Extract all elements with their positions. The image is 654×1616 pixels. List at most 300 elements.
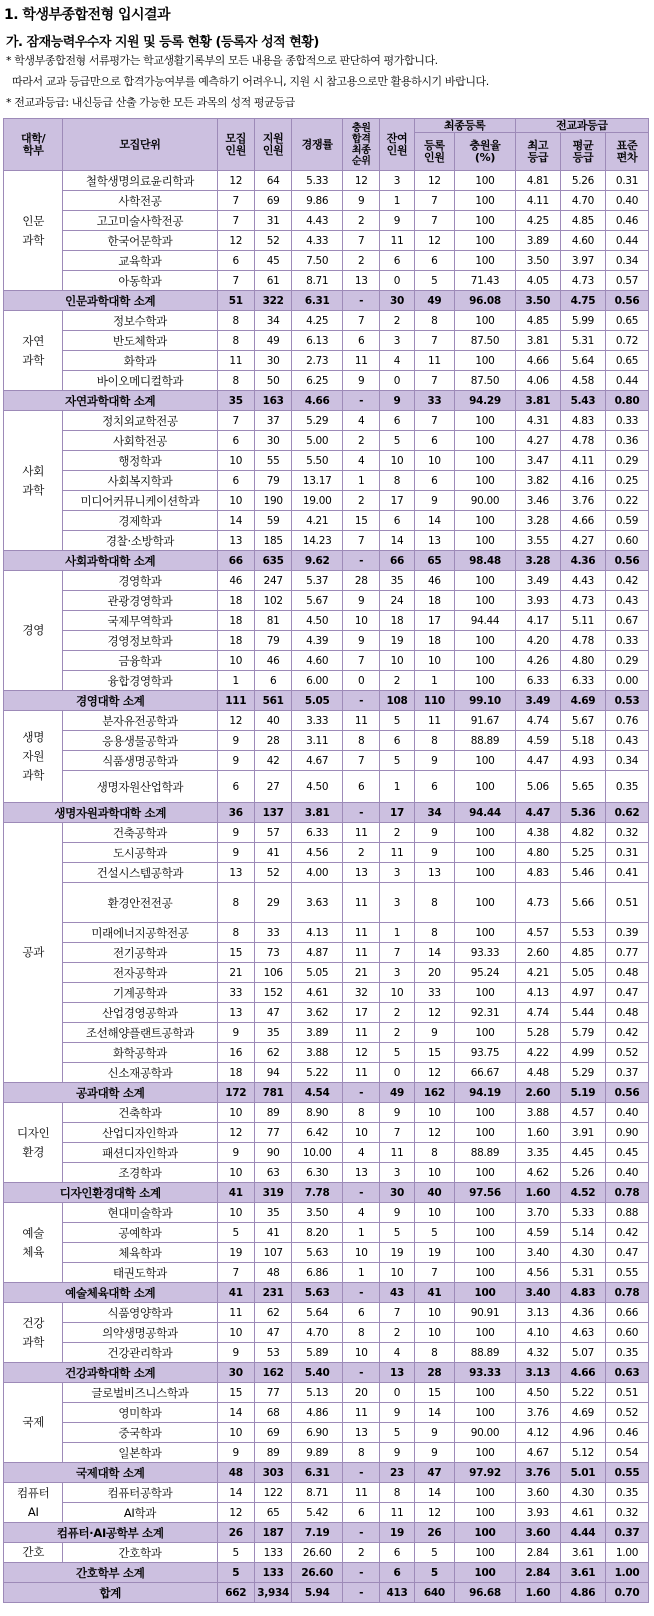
waitlist-cell: 2 (342, 251, 379, 271)
unit-cell: 화학과 (63, 351, 217, 371)
quota-cell: 12 (217, 1503, 254, 1523)
sd-cell: 0.44 (606, 231, 649, 251)
ratio-cell: 5.89 (292, 1343, 343, 1363)
sd-cell: 0.88 (606, 1203, 649, 1223)
sd-cell: 0.46 (606, 1423, 649, 1443)
ratio-cell: 9.89 (292, 1443, 343, 1463)
best-grade-cell: 4.74 (515, 711, 560, 731)
fill-rate-cell: 100 (455, 923, 516, 943)
table-row (4, 1383, 649, 1403)
avg-grade-cell: 5.22 (560, 1383, 605, 1403)
quota-cell: 8 (217, 923, 254, 943)
applicants-cell: 94 (254, 1063, 291, 1083)
college-cell: 자연 과학 (4, 311, 63, 391)
avg-grade-cell: 4.97 (560, 983, 605, 1003)
remaining-cell: 30 (380, 291, 414, 311)
table-row (4, 271, 649, 291)
quota-cell: 8 (217, 883, 254, 923)
unit-cell: 컴퓨터공학과 (63, 1483, 217, 1503)
ratio-cell: 4.13 (292, 923, 343, 943)
avg-grade-cell: 4.96 (560, 1423, 605, 1443)
fill-rate-cell: 95.24 (455, 963, 516, 983)
quota-cell: 13 (217, 863, 254, 883)
subtotal-row (4, 1523, 649, 1543)
sd-cell: 0.47 (606, 983, 649, 1003)
registered-cell: 5 (414, 1543, 455, 1563)
quota-cell: 9 (217, 731, 254, 751)
applicants-cell: 41 (254, 1223, 291, 1243)
fill-rate-cell: 100 (455, 1323, 516, 1343)
quota-cell: 18 (217, 591, 254, 611)
subtotal-row (4, 1563, 649, 1583)
ratio-cell: 5.42 (292, 1503, 343, 1523)
table-row (4, 823, 649, 843)
college-cell: 생명 자원 과학 (4, 711, 63, 803)
avg-grade-cell: 5.26 (560, 171, 605, 191)
best-grade-cell: 4.25 (515, 211, 560, 231)
fill-rate-cell: 100 (455, 311, 516, 331)
ratio-cell: 6.33 (292, 823, 343, 843)
quota-cell: 9 (217, 1143, 254, 1163)
applicants-cell: 65 (254, 1503, 291, 1523)
sd-cell: 0.25 (606, 471, 649, 491)
waitlist-cell: 7 (342, 311, 379, 331)
unit-cell: 조선해양플랜트공학과 (63, 1023, 217, 1043)
applicants-cell: 59 (254, 511, 291, 531)
applicants-cell: 30 (254, 351, 291, 371)
remaining-cell: 6 (380, 1563, 414, 1583)
registered-cell: 7 (414, 371, 455, 391)
avg-grade-cell: 5.64 (560, 351, 605, 371)
ratio-cell: 13.17 (292, 471, 343, 491)
table-row (4, 351, 649, 371)
quota-cell: 10 (217, 1203, 254, 1223)
ratio-cell: 6.86 (292, 1263, 343, 1283)
header-waitlist: 충원 합격 최종 순위 (342, 119, 379, 171)
waitlist-cell: - (342, 551, 379, 571)
ratio-cell: 5.50 (292, 451, 343, 471)
quota-cell: 9 (217, 823, 254, 843)
sd-cell: 0.67 (606, 611, 649, 631)
fill-rate-cell: 88.89 (455, 1143, 516, 1163)
fill-rate-cell: 100 (455, 631, 516, 651)
avg-grade-cell: 4.83 (560, 411, 605, 431)
fill-rate-cell: 100 (455, 1023, 516, 1043)
registered-cell: 10 (414, 651, 455, 671)
subtotal-label: 간호학부 소계 (4, 1563, 218, 1583)
remaining-cell: 108 (380, 691, 414, 711)
applicants-cell: 57 (254, 823, 291, 843)
remaining-cell: 0 (380, 1383, 414, 1403)
remaining-cell: 5 (380, 431, 414, 451)
applicants-cell: 162 (254, 1363, 291, 1383)
avg-grade-cell: 4.44 (560, 1523, 605, 1543)
remaining-cell: 2 (380, 1003, 414, 1023)
best-grade-cell: 3.60 (515, 1523, 560, 1543)
registered-cell: 8 (414, 923, 455, 943)
avg-grade-cell: 4.85 (560, 211, 605, 231)
fill-rate-cell: 100 (455, 1383, 516, 1403)
fill-rate-cell: 100 (455, 1263, 516, 1283)
registered-cell: 7 (414, 211, 455, 231)
best-grade-cell: 3.13 (515, 1303, 560, 1323)
applicants-cell: 41 (254, 843, 291, 863)
unit-cell: 고고미술사학전공 (63, 211, 217, 231)
waitlist-cell: 11 (342, 711, 379, 731)
registered-cell: 7 (414, 411, 455, 431)
applicants-cell: 73 (254, 943, 291, 963)
remaining-cell: 2 (380, 311, 414, 331)
waitlist-cell: 11 (342, 1063, 379, 1083)
registered-cell: 28 (414, 1363, 455, 1383)
applicants-cell: 137 (254, 803, 291, 823)
note-line: * 학생부종합전형 서류평가는 학교생활기록부의 모든 내용을 종합적으로 판단하여 평가합니다. (6, 54, 438, 67)
registered-cell: 10 (414, 1323, 455, 1343)
avg-grade-cell: 4.63 (560, 1323, 605, 1343)
best-grade-cell: 4.06 (515, 371, 560, 391)
fill-rate-cell: 100 (455, 843, 516, 863)
remaining-cell: 6 (380, 511, 414, 531)
table-row (4, 1543, 649, 1563)
quota-cell: 172 (217, 1083, 254, 1103)
subtotal-label: 경영대학 소계 (4, 691, 218, 711)
best-grade-cell: 3.49 (515, 691, 560, 711)
remaining-cell: 7 (380, 1123, 414, 1143)
sd-cell: 0.29 (606, 451, 649, 471)
registered-cell: 640 (414, 1583, 455, 1603)
sd-cell: 0.45 (606, 1143, 649, 1163)
waitlist-cell: 10 (342, 1243, 379, 1263)
applicants-cell: 53 (254, 1343, 291, 1363)
fill-rate-cell: 91.67 (455, 711, 516, 731)
waitlist-cell: 12 (342, 171, 379, 191)
best-grade-cell: 3.93 (515, 1503, 560, 1523)
remaining-cell: 3 (380, 1163, 414, 1183)
registered-cell: 47 (414, 1463, 455, 1483)
table-row (4, 1023, 649, 1043)
unit-cell: 중국학과 (63, 1423, 217, 1443)
avg-grade-cell: 5.67 (560, 711, 605, 731)
applicants-cell: 90 (254, 1143, 291, 1163)
table-body (4, 171, 649, 1603)
quota-cell: 66 (217, 551, 254, 571)
waitlist-cell: 10 (342, 1343, 379, 1363)
waitlist-cell: 4 (342, 1143, 379, 1163)
best-grade-cell: 4.05 (515, 271, 560, 291)
sd-cell: 0.33 (606, 631, 649, 651)
sd-cell: 0.46 (606, 211, 649, 231)
quota-cell: 9 (217, 751, 254, 771)
avg-grade-cell: 5.36 (560, 803, 605, 823)
registered-cell: 10 (414, 1303, 455, 1323)
waitlist-cell: 11 (342, 1403, 379, 1423)
table-row (4, 531, 649, 551)
fill-rate-cell: 100 (455, 883, 516, 923)
best-grade-cell: 4.12 (515, 1423, 560, 1443)
registered-cell: 5 (414, 271, 455, 291)
ratio-cell: 5.22 (292, 1063, 343, 1083)
table-row (4, 983, 649, 1003)
avg-grade-cell: 4.60 (560, 231, 605, 251)
registered-cell: 9 (414, 1023, 455, 1043)
table-row (4, 491, 649, 511)
unit-cell: 도시공학과 (63, 843, 217, 863)
quota-cell: 10 (217, 651, 254, 671)
table-row (4, 1483, 649, 1503)
quota-cell: 6 (217, 471, 254, 491)
ratio-cell: 4.60 (292, 651, 343, 671)
subtotal-row (4, 291, 649, 311)
best-grade-cell: 3.35 (515, 1143, 560, 1163)
sd-cell: 0.52 (606, 1403, 649, 1423)
unit-cell: 공예학과 (63, 1223, 217, 1243)
remaining-cell: 18 (380, 611, 414, 631)
header-unit: 모집단위 (63, 119, 217, 171)
fill-rate-cell: 88.89 (455, 1343, 516, 1363)
registered-cell: 10 (414, 1203, 455, 1223)
best-grade-cell: 4.38 (515, 823, 560, 843)
applicants-cell: 37 (254, 411, 291, 431)
ratio-cell: 4.43 (292, 211, 343, 231)
fill-rate-cell: 90.00 (455, 1423, 516, 1443)
registered-cell: 10 (414, 451, 455, 471)
best-grade-cell: 6.33 (515, 671, 560, 691)
remaining-cell: 7 (380, 943, 414, 963)
quota-cell: 10 (217, 1423, 254, 1443)
applicants-cell: 42 (254, 751, 291, 771)
quota-cell: 10 (217, 491, 254, 511)
fill-rate-cell: 100 (455, 1403, 516, 1423)
table-row (4, 171, 649, 191)
applicants-cell: 40 (254, 711, 291, 731)
applicants-cell: 102 (254, 591, 291, 611)
table-row (4, 1243, 649, 1263)
unit-cell: 교육학과 (63, 251, 217, 271)
quota-cell: 26 (217, 1523, 254, 1543)
table-row (4, 1203, 649, 1223)
subtotal-row (4, 1183, 649, 1203)
quota-cell: 111 (217, 691, 254, 711)
waitlist-cell: 6 (342, 331, 379, 351)
header-best-grade: 최고 등급 (515, 133, 560, 171)
fill-rate-cell: 100 (455, 863, 516, 883)
fill-rate-cell: 100 (455, 1283, 516, 1303)
registered-cell: 9 (414, 1423, 455, 1443)
quota-cell: 9 (217, 843, 254, 863)
fill-rate-cell: 93.33 (455, 943, 516, 963)
unit-cell: 바이오메디컬학과 (63, 371, 217, 391)
applicants-cell: 50 (254, 371, 291, 391)
unit-cell: 일본학과 (63, 1443, 217, 1463)
fill-rate-cell: 88.89 (455, 731, 516, 751)
waitlist-cell: - (342, 1363, 379, 1383)
registered-cell: 10 (414, 1163, 455, 1183)
registered-cell: 12 (414, 1063, 455, 1083)
registered-cell: 65 (414, 551, 455, 571)
remaining-cell: 9 (380, 1203, 414, 1223)
fill-rate-cell: 100 (455, 1223, 516, 1243)
fill-rate-cell: 100 (455, 1103, 516, 1123)
remaining-cell: 0 (380, 1063, 414, 1083)
unit-cell: 철학생명의료윤리학과 (63, 171, 217, 191)
avg-grade-cell: 4.16 (560, 471, 605, 491)
best-grade-cell: 4.20 (515, 631, 560, 651)
fill-rate-cell: 100 (455, 231, 516, 251)
registered-cell: 15 (414, 1043, 455, 1063)
best-grade-cell: 4.32 (515, 1343, 560, 1363)
header-college: 대학/ 학부 (4, 119, 63, 171)
table-row (4, 1263, 649, 1283)
unit-cell: 체육학과 (63, 1243, 217, 1263)
sd-cell: 1.00 (606, 1563, 649, 1583)
best-grade-cell: 4.85 (515, 311, 560, 331)
unit-cell: 행정학과 (63, 451, 217, 471)
subtotal-row (4, 691, 649, 711)
waitlist-cell: 9 (342, 371, 379, 391)
unit-cell: 조경학과 (63, 1163, 217, 1183)
registered-cell: 14 (414, 511, 455, 531)
applicants-cell: 163 (254, 391, 291, 411)
quota-cell: 11 (217, 351, 254, 371)
table-row (4, 1003, 649, 1023)
applicants-cell: 35 (254, 1023, 291, 1043)
registered-cell: 162 (414, 1083, 455, 1103)
registered-cell: 5 (414, 1563, 455, 1583)
table-row (4, 311, 649, 331)
quota-cell: 18 (217, 611, 254, 631)
ratio-cell: 4.67 (292, 751, 343, 771)
remaining-cell: 6 (380, 1543, 414, 1563)
applicants-cell: 77 (254, 1123, 291, 1143)
waitlist-cell: - (342, 1083, 379, 1103)
applicants-cell: 47 (254, 1323, 291, 1343)
fill-rate-cell: 100 (455, 1563, 516, 1583)
fill-rate-cell: 100 (455, 431, 516, 451)
waitlist-cell: 10 (342, 611, 379, 631)
remaining-cell: 1 (380, 923, 414, 943)
sd-cell: 0.31 (606, 843, 649, 863)
waitlist-cell: 15 (342, 511, 379, 531)
ratio-cell: 5.40 (292, 1363, 343, 1383)
registered-cell: 34 (414, 803, 455, 823)
applicants-cell: 190 (254, 491, 291, 511)
quota-cell: 5 (217, 1563, 254, 1583)
college-cell: 공과 (4, 823, 63, 1083)
applicants-cell: 49 (254, 331, 291, 351)
best-grade-cell: 3.93 (515, 591, 560, 611)
table-row (4, 471, 649, 491)
registered-cell: 17 (414, 611, 455, 631)
table-row (4, 571, 649, 591)
remaining-cell: 49 (380, 1083, 414, 1103)
best-grade-cell: 3.50 (515, 291, 560, 311)
best-grade-cell: 3.28 (515, 511, 560, 531)
quota-cell: 5 (217, 1223, 254, 1243)
quota-cell: 21 (217, 963, 254, 983)
sd-cell: 0.60 (606, 1323, 649, 1343)
unit-cell: 사회학전공 (63, 431, 217, 451)
applicants-cell: 30 (254, 431, 291, 451)
sd-cell: 0.63 (606, 1363, 649, 1383)
unit-cell: 한국어문학과 (63, 231, 217, 251)
applicants-cell: 61 (254, 271, 291, 291)
waitlist-cell: 4 (342, 1203, 379, 1223)
subtotal-label: 공과대학 소계 (4, 1083, 218, 1103)
avg-grade-cell: 3.91 (560, 1123, 605, 1143)
registered-cell: 7 (414, 191, 455, 211)
applicants-cell: 64 (254, 171, 291, 191)
quota-cell: 6 (217, 251, 254, 271)
subtotal-label: 사회과학대학 소계 (4, 551, 218, 571)
waitlist-cell: 11 (342, 883, 379, 923)
unit-cell: 건축학과 (63, 1103, 217, 1123)
avg-grade-cell: 4.11 (560, 451, 605, 471)
applicants-cell: 48 (254, 1263, 291, 1283)
waitlist-cell: 8 (342, 1443, 379, 1463)
college-cell: 예술 체육 (4, 1203, 63, 1283)
waitlist-cell: 11 (342, 351, 379, 371)
unit-cell: 패션디자인학과 (63, 1143, 217, 1163)
remaining-cell: 0 (380, 371, 414, 391)
sd-cell: 0.43 (606, 731, 649, 751)
sd-cell: 0.56 (606, 551, 649, 571)
best-grade-cell: 1.60 (515, 1583, 560, 1603)
fill-rate-cell: 100 (455, 1163, 516, 1183)
table-row (4, 1303, 649, 1323)
table-row (4, 1163, 649, 1183)
waitlist-cell: 7 (342, 531, 379, 551)
best-grade-cell: 4.59 (515, 1223, 560, 1243)
avg-grade-cell: 5.31 (560, 331, 605, 351)
remaining-cell: 3 (380, 863, 414, 883)
ratio-cell: 5.13 (292, 1383, 343, 1403)
sd-cell: 0.59 (606, 511, 649, 531)
waitlist-cell: - (342, 1523, 379, 1543)
ratio-cell: 5.94 (292, 1583, 343, 1603)
ratio-cell: 5.63 (292, 1243, 343, 1263)
college-cell: 인문 과학 (4, 171, 63, 291)
fill-rate-cell: 100 (455, 1123, 516, 1143)
avg-grade-cell: 3.61 (560, 1563, 605, 1583)
quota-cell: 33 (217, 983, 254, 1003)
avg-grade-cell: 4.66 (560, 511, 605, 531)
sd-cell: 0.62 (606, 803, 649, 823)
avg-grade-cell: 5.65 (560, 771, 605, 803)
fill-rate-cell: 100 (455, 983, 516, 1003)
ratio-cell: 4.86 (292, 1403, 343, 1423)
applicants-cell: 29 (254, 883, 291, 923)
quota-cell: 662 (217, 1583, 254, 1603)
ratio-cell: 6.30 (292, 1163, 343, 1183)
subtotal-label: 자연과학대학 소계 (4, 391, 218, 411)
remaining-cell: 13 (380, 1363, 414, 1383)
sd-cell: 0.48 (606, 1003, 649, 1023)
ratio-cell: 6.90 (292, 1423, 343, 1443)
registered-cell: 13 (414, 531, 455, 551)
applicants-cell: 46 (254, 651, 291, 671)
remaining-cell: 7 (380, 1303, 414, 1323)
table-row (4, 711, 649, 731)
waitlist-cell: 2 (342, 843, 379, 863)
waitlist-cell: 32 (342, 983, 379, 1003)
fill-rate-cell: 66.67 (455, 1063, 516, 1083)
best-grade-cell: 4.17 (515, 611, 560, 631)
quota-cell: 35 (217, 391, 254, 411)
waitlist-cell: 11 (342, 823, 379, 843)
remaining-cell: 10 (380, 983, 414, 1003)
sd-cell: 0.37 (606, 1523, 649, 1543)
waitlist-cell: 2 (342, 211, 379, 231)
